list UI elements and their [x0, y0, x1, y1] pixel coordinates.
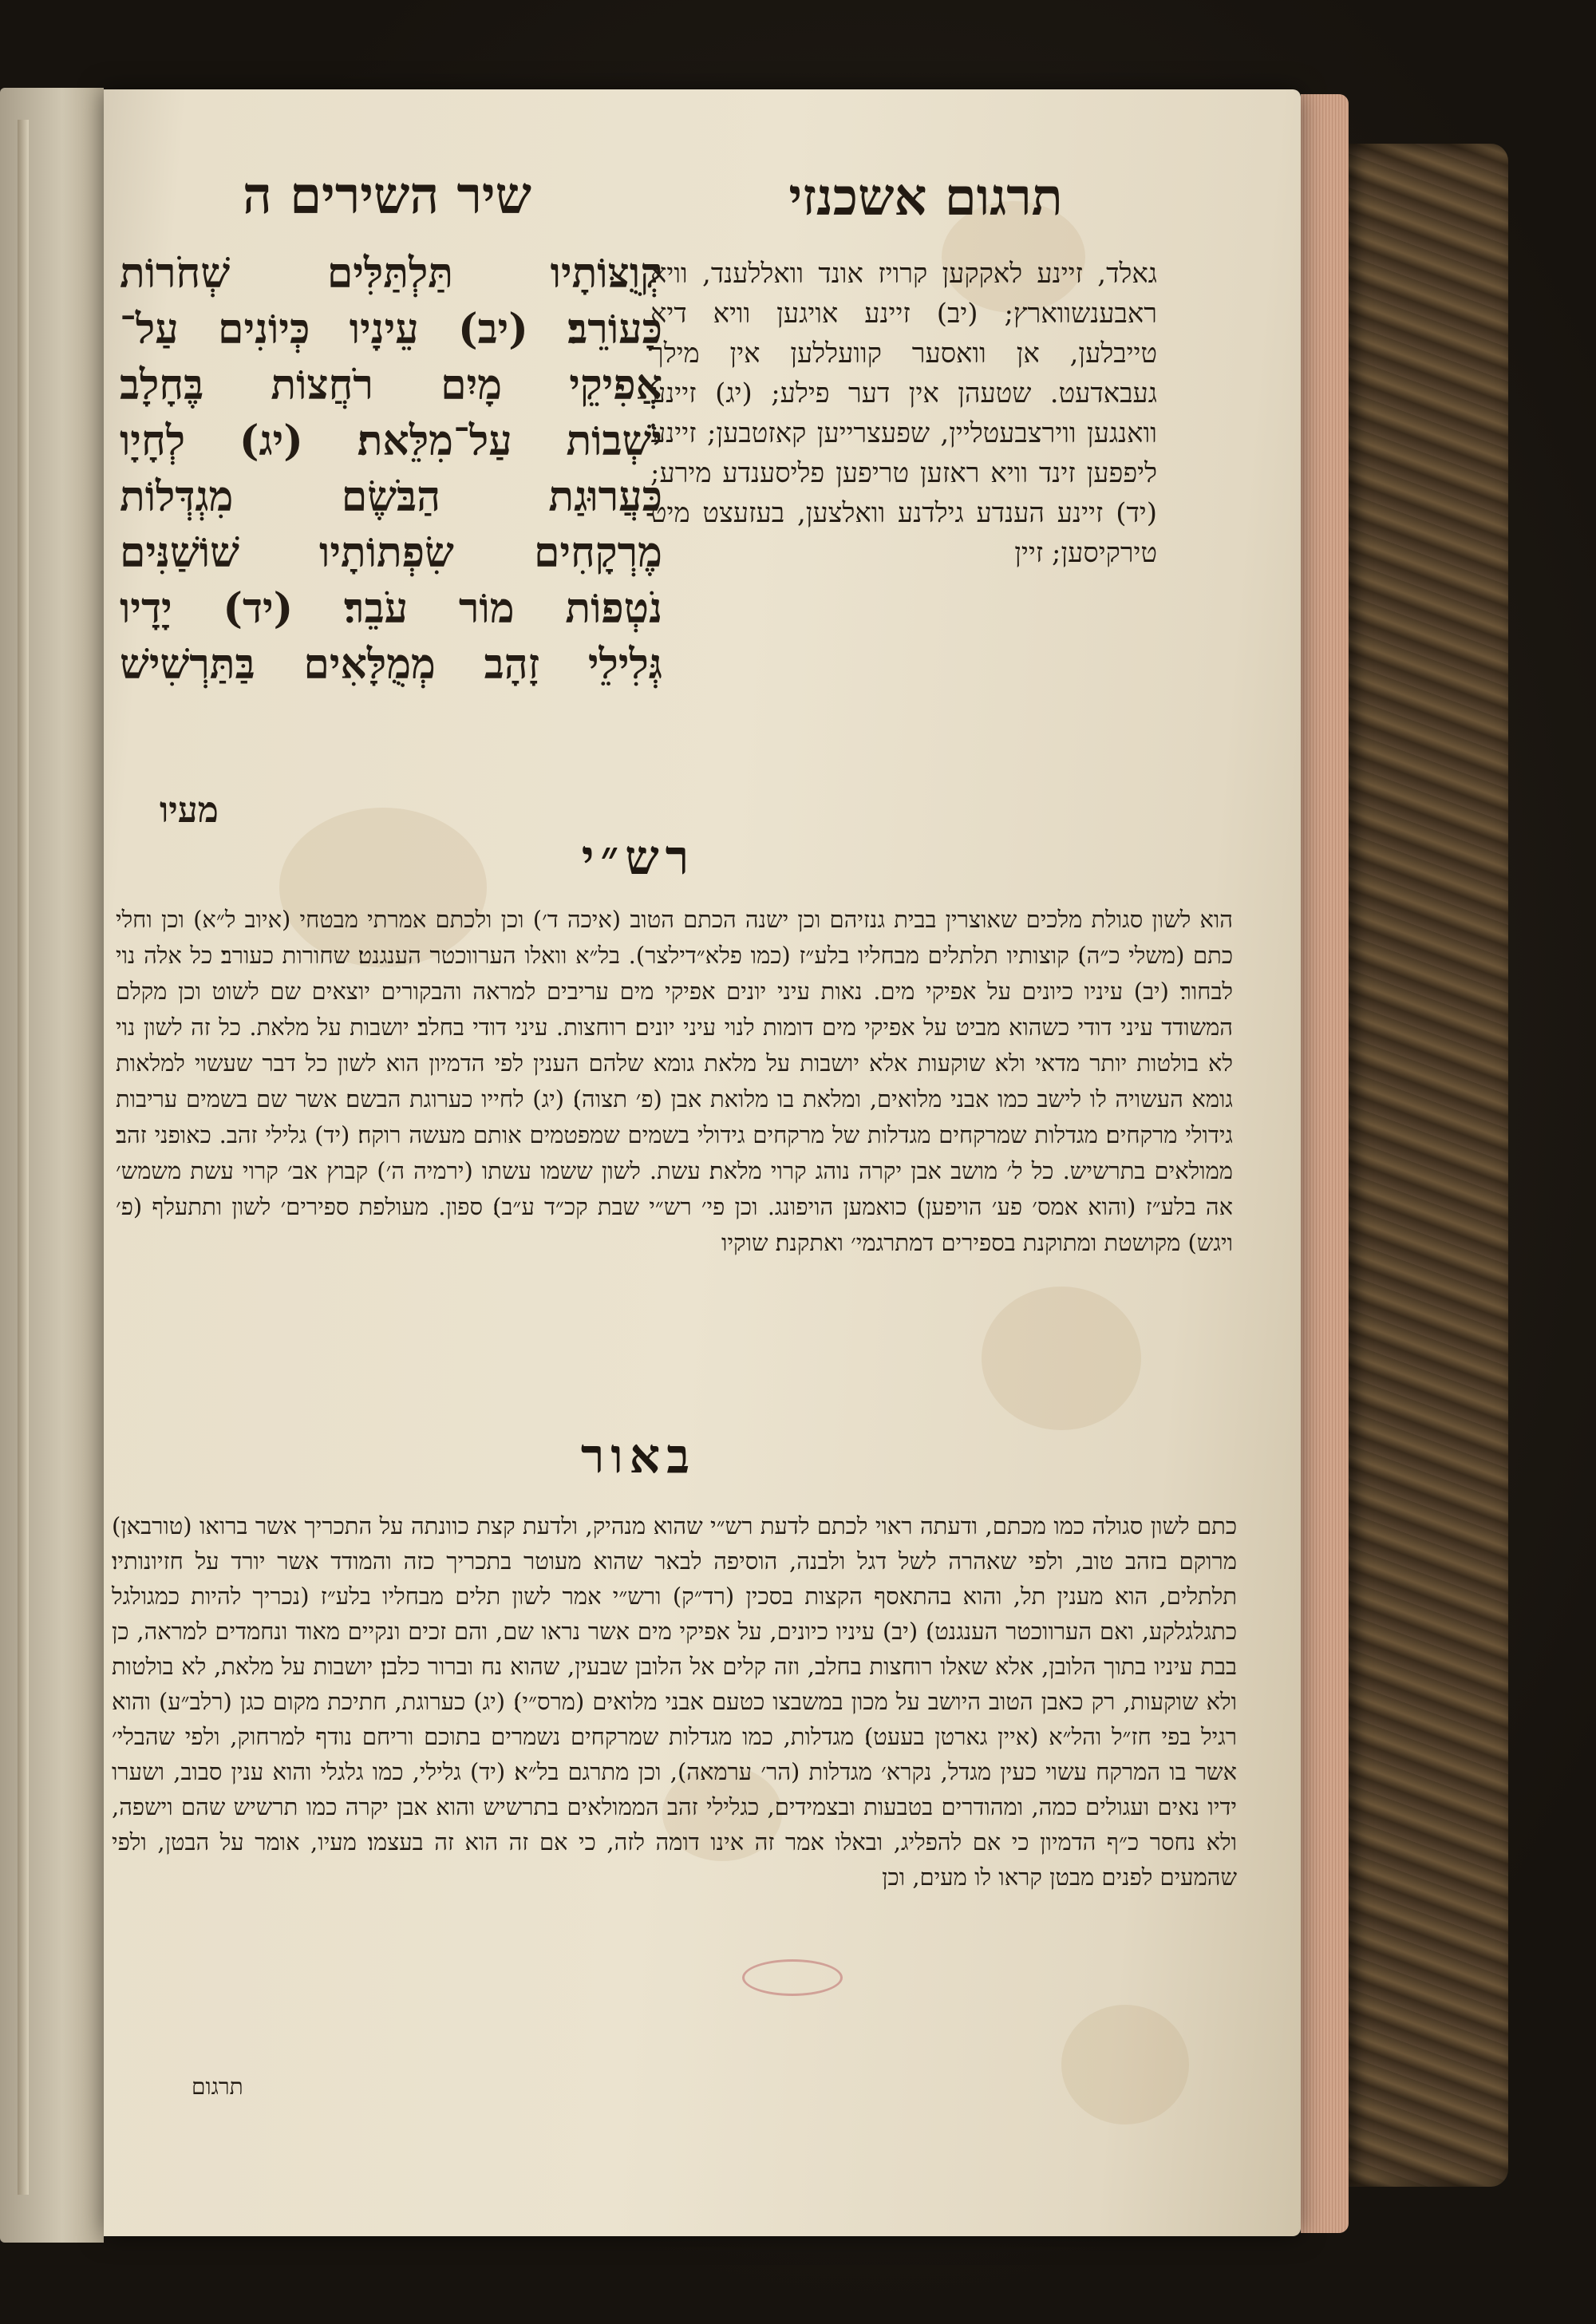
left-page-edge: [0, 88, 104, 2243]
verse-line: קְוֻצּוֹתָיו תַּלְתַּלִּים שְׁחֹרוֹת: [120, 249, 662, 298]
verse-line: מֶרְקָחִים שִׂפְתוֹתָיו שׁוֹשַׁנִּים: [120, 528, 662, 577]
biur-heading: באור: [580, 1429, 697, 1484]
verse-line: כָּעוֹרֵב׃ (יב) עֵינָיו כְּיוֹנִים עַל־: [120, 305, 662, 354]
left-page-strip: [18, 120, 29, 2195]
rashi-commentary: הוא לשון סגולת מלכים שאוצרין בבית גנזיהם וכן ישנה הכתם הטוב (איכה ד׳) וכן ולכתם אמרתי מבטחי (איוב ל״א) וכן וחלי כתם (משלי כ״ה)׃ קוצותיו תלתלים מבחליו בלע״ז (כמו פלא״דילצר). בל״א וואלו הערווכטר הענגנט׃ שחורות כעורב׃ כל אלה נוי לבחור׃ (יב) עיניו כיונים על אפיקי מים. נאות עיני יונים אפיקי מים עריבים למראה והבקורים יוצאים שם לשוט וכן מקלם המשודד עיני דודי כשהוא מביט על אפיקי מים דומות לנוי עיני יונים׃ רוחצות. עיני דודי בחלב׃ יושבות על מלאת. כל זה לשון נוי לא בולטות יותר מדאי ולא שוקעות אלא יושבות על מלאת גומא שלהם הענין לפי הדמיון הוא לשון כל דבר שעשוי למלאות גומא העשויה לו לישב כמו אבני מלואים, ומלאת בו מלואת אבן (פ׳ תצוה)׃ (יג) לחייו כערוגת הבשם׃ אשר שם בשמים עריבות גידולי מרקחים׃ מגדלות שמרקחים מגדלות של מרקחים גידולי בשמים שמפטמים אותם מעשה רוקח׃ (יד) גלילי זהב. כאופני זהב׃ ממולאים בתרשיש. כל ל׳ מושב אבן יקרה נוהג קרוי מלאת׃ עשת. לשון ששמו עשתו (ירמיה ה׳) קבוץ אב׳ קרוי עשת משמש׳ אה בלע״ז (והוא אמס׳ פע׳ הויפען) כואמען הויפונג. וכן פי׳ רש״י שבת קכ״ד ע״ב)׃ ספון. מעולפת ספירים׳ לשון ותתעלף (פ׳ ויגש) מקושטת ומתוקנת בספירים דמתרגמי׳ ואתקנת׃ שוקיו: [116, 906, 1233, 1256]
verse-line: נֹטְפוֹת מוֹר עֹבֵר׃ (יד) יָדָיו: [120, 584, 662, 633]
stain: [1061, 2005, 1189, 2124]
page-block-edge: [1301, 94, 1349, 2233]
book-cover-edge: [1349, 144, 1508, 2187]
verse-line: גְּלִילֵי זָהָב מְמֻלָּאִים בַּתַּרְשִׁישׁ: [120, 640, 662, 689]
biur-commentary: כתם לשון סגולה כמו מכתם, ודעתה ראוי לכתם לדעת רש״י שהוא מנהיק, ולדעת קצת כוונתה על התכריך אשר ברואו (טורבאן) מרוקם בזהב טוב, ולפי שאהרה לשל דגל ולבנה, הוסיפה לבאר שהוא מעוטר בתכריך כזה והמודד אשר יורד על חזיונותיו׃ תלתלים, הוא מענין תל, והוא בהתאסף הקצות בסכין (רד״ק) ורש״י אמר לשון תלים מבחליו בלע״ז (נכריך להיות כמגולגל כתגלגלקע, ואם הערווכטר הענגנט)׃ (יב) עיניו כיונים, על אפיקי מים אשר נראו שם, והם זכים ונקיים מאוד ונחמדים למראה, כן בבת עיניו בתוך הלובן, אלא שאלו רוחצות בחלב, וזה קלים אל הלובן שבעין, שהוא נח וברור כלבן׃ יושבות על מלאת, לא בולטות ולא שוקעות, רק כאבן הטוב היושב על מכון במשבצו כטעם אבני מלואים (מרס״י)׃ (יג) כערוגת, חתיכת מקום כגן (רלב״ע) והוא רגיל בפי חז״ל והל״א (איין גארטן בעעט)׃ מגדלות, כמו מגדלות שמרקחים נשמרים בתוכם וריחם נודף למרחוק, ולפי שהבלי׳ אשר בו המרקח עשוי כעין מגדל, נקרא׳ מגדלות (הר׳ ערמאה), וכן מתרגם בל״א׃ (יד) גלילי, כמו גלגלי והוא ענין סבוב, ושערו ידיו נאים ועגולים כמה, ומהודרים בטבעות ובצמידים, כגלילי זהב הממולאים בתרשיש והוא אבן יקרה כמו תרשיש שהם וישפה, ולא נחסר כ״ף הדמיון כי אם להפליג, ובאלו אמר זה אינו דומה לזה, כי אם זה הוא זה בעצמו׃ מעיו, אומר על הבטן, ולפי שהמעים לפנים מבטן קראו לו מעים, וכן: [112, 1512, 1237, 1891]
library-stamp: [742, 1959, 843, 1996]
verse-line: יֹשְׁבוֹת עַל־מִלֵּאת׃ (יג) לְחָיָו: [120, 417, 662, 465]
verse-line: כַּעֲרוּגַת הַבֹּשֶׂם מִגְדְּלוֹת: [120, 472, 662, 521]
running-head-left: שיר השירים ה: [243, 166, 531, 226]
yiddish-translation-column: גאלד, זיינע לאקקען קרויז אונד וואללענד, וויא ראבענשווארץ; (יב) זיינע אויגען וויא דיא טייבלען, אן וואסער קוועללען אין מילך געבאדעט. שטעהן אין דער פילע; (יג) זיינע וואנגען ווירצבעטליין, שפעצרייען קאזטבען; זיינע ליפפען זינד וויא ראזען טריפען פליסענדע מירע; (יד) זיינע הענדע גילדנע וואלצען, בעזעצט מיט טירקיסען; זיין: [650, 258, 1157, 569]
hebrew-verses-column: [120, 246, 662, 693]
rashi-heading: רש״י: [581, 830, 696, 886]
stain: [982, 1286, 1141, 1430]
running-head-right: תרגום אשכנזי: [788, 168, 1063, 227]
catchword-verses: מעיו: [160, 790, 219, 831]
catchword-bottom: תרגום: [192, 2073, 243, 2100]
verse-line: אֲפִיקֵי מָיִם רֹחֲצוֹת בֶּחָלָב: [120, 361, 662, 409]
